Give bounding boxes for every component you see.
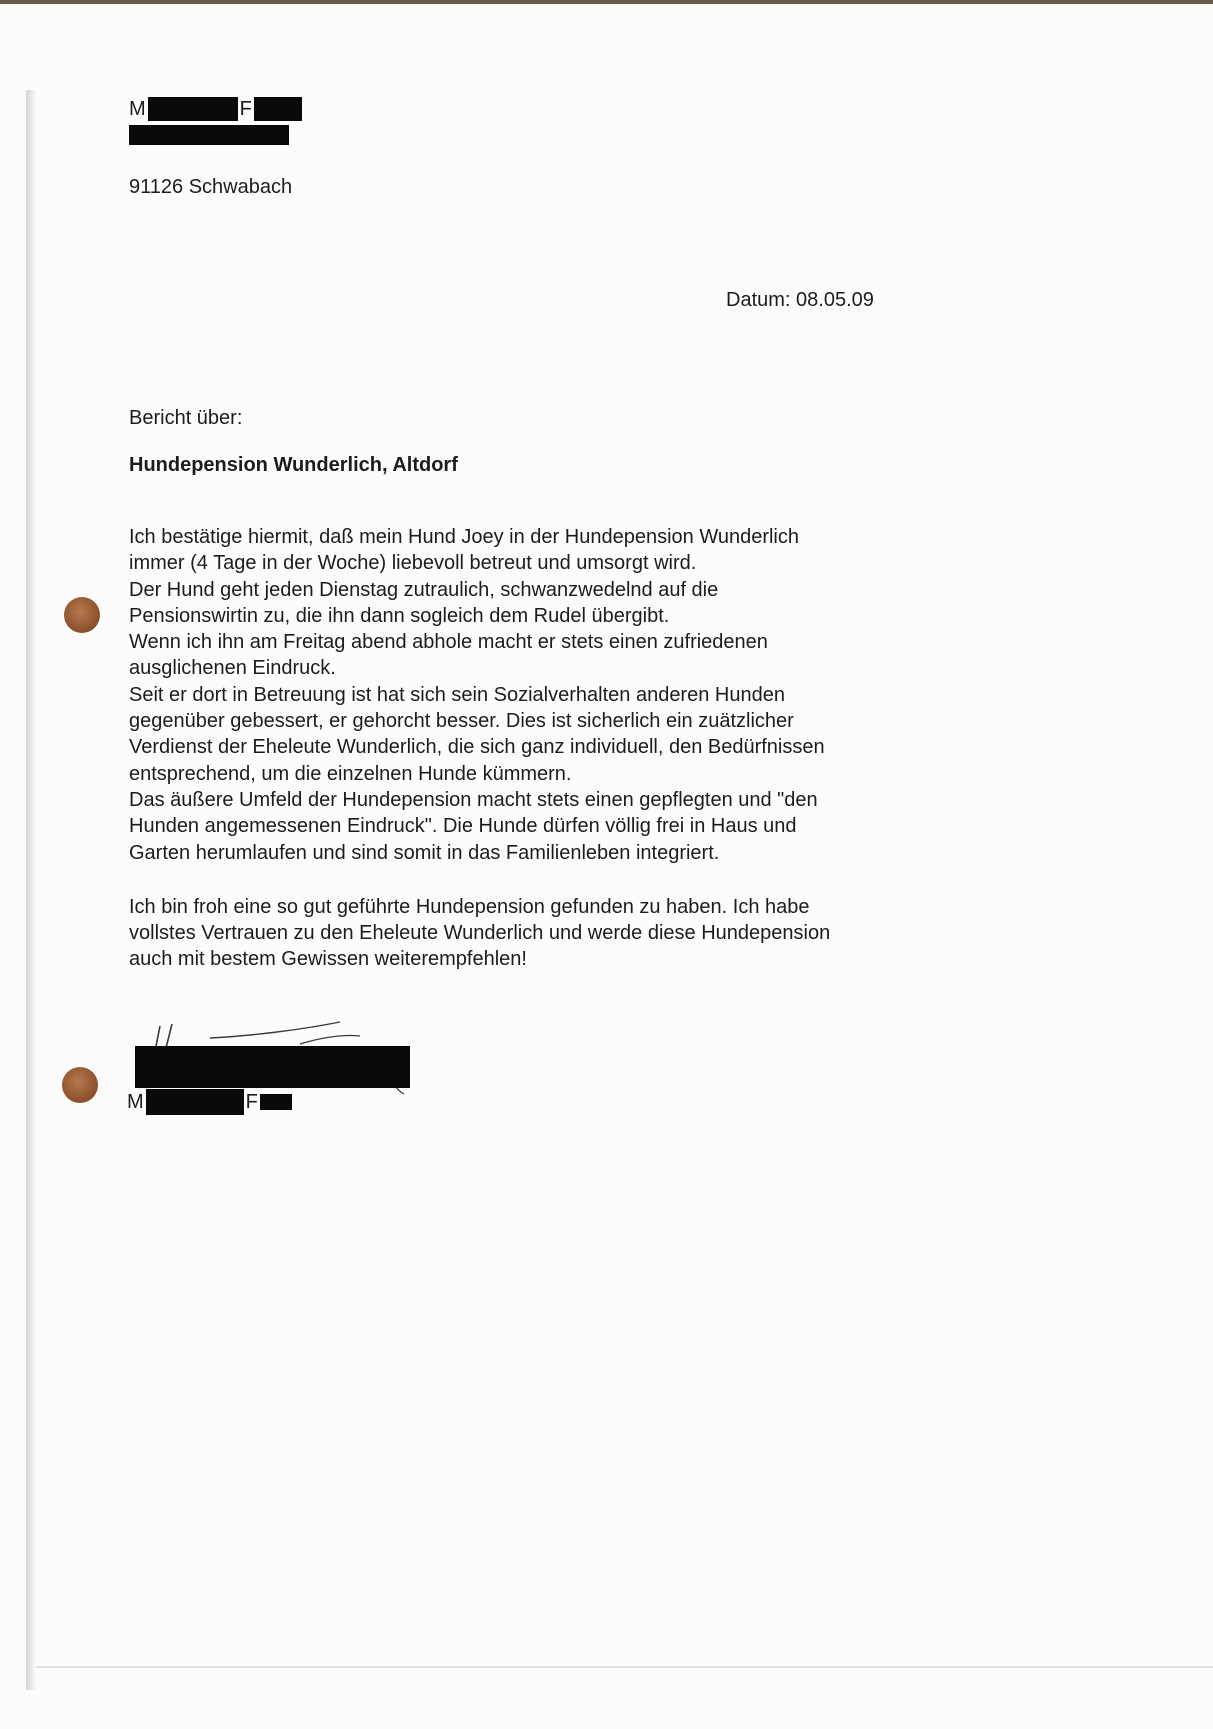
body-line: gegenüber gebessert, er gehorcht besser. Dies ist sicherlich ein zuätzlicher	[129, 710, 794, 733]
redaction-bar	[148, 97, 238, 121]
redaction-bar	[135, 1046, 410, 1088]
redaction-bar	[254, 97, 302, 121]
closing-line: vollstes Vertrauen zu den Eheleute Wunderlich und werde diese Hundepension	[129, 922, 831, 944]
body-line: Wenn ich ihn am Freitag abend abhole macht er stets einen zufriedenen	[129, 631, 768, 654]
closing-paragraph	[129, 894, 989, 972]
body-line: Garten herumlaufen und sind somit in das Familienleben integriert.	[129, 841, 720, 864]
body-line: Ich bestätige hiermit, daß mein Hund Joey in der Hundepension Wunderlich	[129, 526, 799, 548]
redaction-bar	[129, 125, 289, 145]
regarding-label: Bericht über:	[129, 407, 243, 429]
body-line: Seit er dort in Betreuung ist hat sich sein Sozialverhalten anderen Hunden	[129, 683, 785, 706]
sender-city: 91126 Schwabach	[129, 176, 293, 198]
paper-bottom-edge	[36, 1666, 1213, 1668]
body-line: Verdienst der Eheleute Wunderlich, die sich ganz individuell, den Bedürfnissen	[129, 736, 825, 759]
body-line: Hunden angemessenen Eindruck". Die Hunde dürfen völlig frei in Haus und	[129, 815, 797, 838]
body-line: Der Hund geht jeden Dienstag zutraulich, schwanzwedelnd auf die	[129, 578, 719, 601]
sender-name-line	[129, 96, 302, 122]
body-line: entsprechend, um die einzelnen Hunde kümmern.	[129, 762, 572, 785]
paper-top-edge	[0, 0, 1213, 4]
signer-name-line	[127, 1090, 292, 1114]
body-line: ausglichenen Eindruck.	[129, 657, 336, 680]
body-line: Pensionswirtin zu, die ihn dann sogleich dem Rudel übergibt.	[129, 604, 670, 627]
redaction-bar	[260, 1094, 292, 1110]
punch-hole	[64, 597, 100, 633]
sender-street-line	[129, 122, 302, 148]
redaction-bar	[146, 1089, 244, 1115]
closing-line: Ich bin froh eine so gut geführte Hundepension gefunden zu haben. Ich habe	[129, 896, 810, 918]
signer-last-initial: F	[245, 1090, 258, 1113]
body-line: immer (4 Tage in der Woche) liebevoll betreut und umsorgt wird.	[129, 552, 697, 575]
sender-last-initial: F	[239, 97, 252, 120]
closing-line: auch mit bestem Gewissen weiterempfehlen!	[129, 948, 527, 970]
sender-first-initial: M	[129, 97, 146, 120]
body-line: Das äußere Umfeld der Hundepension macht stets einen gepflegten und "den	[129, 788, 818, 811]
signer-first-initial: M	[127, 1090, 144, 1113]
subject-heading: Hundepension Wunderlich, Altdorf	[129, 454, 458, 476]
sender-block	[129, 96, 302, 148]
paper-left-edge	[26, 90, 36, 1690]
punch-hole	[62, 1067, 98, 1103]
letter-body	[129, 524, 989, 866]
date-line: Datum: 08.05.09	[726, 289, 874, 311]
